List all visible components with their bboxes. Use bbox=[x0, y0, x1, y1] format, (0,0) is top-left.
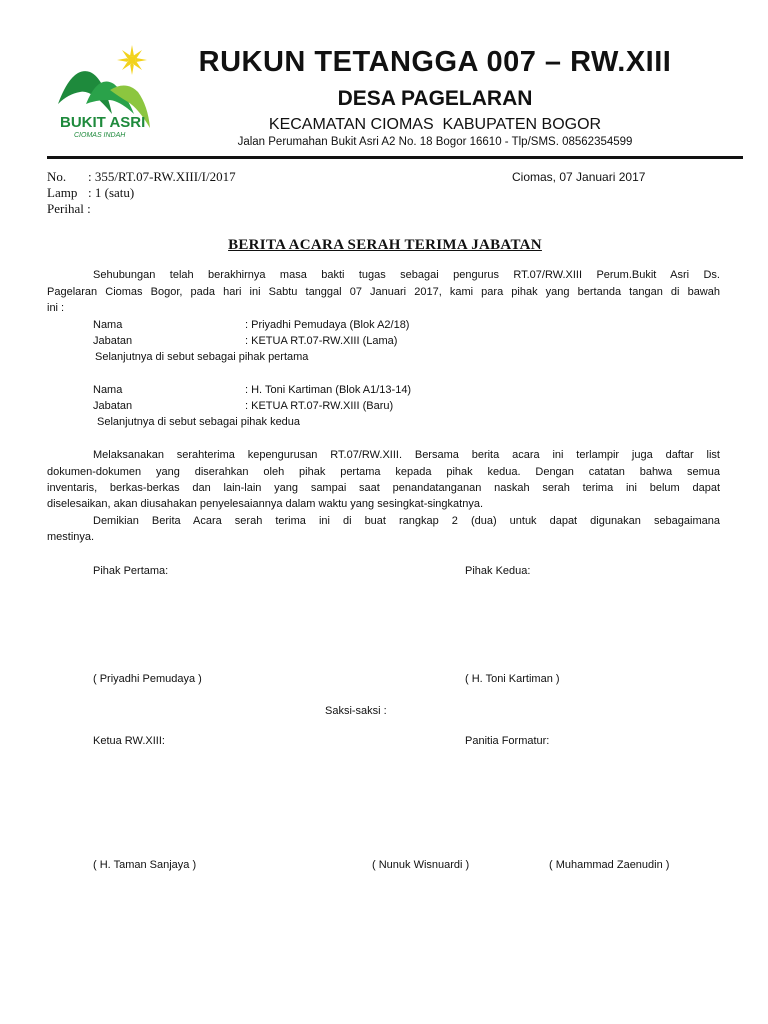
second-party-label: Pihak Kedua: bbox=[465, 565, 531, 577]
letterhead-title: RUKUN TETANGGA 007 – RW.XIII bbox=[198, 46, 672, 78]
party2-jabatan-value: : KETUA RT.07-RW.XIII (Baru) bbox=[245, 400, 394, 412]
lamp-label: Lamp bbox=[47, 185, 78, 200]
body-line: dokumen-dokumen yang diserahkan oleh pihak pertama kepada pihak kedua. Dengan catatan bahwa semua bbox=[47, 466, 720, 478]
logo-subtext: CIOMAS INDAH bbox=[74, 132, 126, 139]
second-party-name: ( H. Toni Kartiman ) bbox=[465, 673, 560, 685]
letterhead-divider bbox=[47, 156, 743, 159]
body-line: Demikian Berita Acara serah terima ini di buat rangkap 2 (dua) untuk dapat digunakan sebagaimana bbox=[93, 515, 720, 527]
intro-line: ini : bbox=[47, 302, 65, 314]
party2-nama-label: Nama bbox=[93, 384, 123, 396]
letterhead-district: KECAMATAN CIOMAS KABUPATEN BOGOR bbox=[268, 116, 602, 133]
body-line: diselesaikan, akan diusahakan penyelesaiannya dalam waktu yang sesingkat-singkatnya. bbox=[47, 498, 483, 510]
party1-jabatan-value: : KETUA RT.07-RW.XIII (Lama) bbox=[245, 335, 398, 347]
perihal-label: Perihal : bbox=[47, 201, 91, 216]
party2-nama-value: : H. Toni Kartiman (Blok A1/13-14) bbox=[245, 384, 412, 396]
party1-nama-value: : Priyadhi Pemudaya (Blok A2/18) bbox=[245, 319, 410, 331]
party1-note: Selanjutnya di sebut sebagai pihak pertama bbox=[95, 351, 309, 363]
place-date: Ciomas, 07 Januari 2017 bbox=[512, 170, 646, 184]
rw-chair-name: ( H. Taman Sanjaya ) bbox=[93, 859, 197, 871]
document-title: BERITA ACARA SERAH TERIMA JABATAN bbox=[228, 237, 542, 253]
no-label: No. bbox=[47, 169, 67, 184]
party2-note: Selanjutnya di sebut sebagai pihak kedua bbox=[97, 416, 301, 428]
witness-label: Saksi-saksi : bbox=[325, 705, 387, 717]
party1-nama-label: Nama bbox=[93, 319, 123, 331]
rw-chair-label: Ketua RW.XIII: bbox=[93, 735, 165, 747]
intro-line: Sehubungan telah berakhirnya masa bakti tugas sebagai pengurus RT.07/RW.XIII Perum.Bukit Asri Ds. bbox=[93, 269, 720, 281]
letterhead-village: DESA PAGELARAN bbox=[337, 87, 533, 110]
body-line: inventaris, berkas-berkas dan lain-lain yang sampai saat penandatanganan naskah serah terima ini belum dapat bbox=[47, 482, 720, 494]
party2-jabatan-label: Jabatan bbox=[93, 400, 133, 412]
logo bbox=[52, 44, 162, 149]
lamp-value: : 1 (satu) bbox=[88, 185, 135, 200]
letterhead-address: Jalan Perumahan Bukit Asri A2 No. 18 Bogor 16610 - Tlp/SMS. 08562354599 bbox=[237, 136, 633, 148]
party1-jabatan-label: Jabatan bbox=[93, 335, 133, 347]
first-party-name: ( Priyadhi Pemudaya ) bbox=[93, 673, 202, 685]
committee-name-2: ( Muhammad Zaenudin ) bbox=[549, 859, 670, 871]
no-value: : 355/RT.07-RW.XIII/I/2017 bbox=[88, 169, 236, 184]
committee-name-1: ( Nunuk Wisnuardi ) bbox=[372, 859, 470, 871]
body-line: Melaksanakan serahterima kepengurusan RT.07/RW.XIII. Bersama berita acara ini terlampir juga daftar list bbox=[93, 449, 720, 461]
body-line: mestinya. bbox=[47, 531, 95, 543]
intro-line: Pagelaran Ciomas Bogor, pada hari ini Sabtu tanggal 07 Januari 2017, kami para pihak yang bertanda tangan di bawah bbox=[47, 286, 720, 298]
logo-text: BUKIT ASRI bbox=[60, 114, 146, 131]
first-party-label: Pihak Pertama: bbox=[93, 565, 169, 577]
committee-label: Panitia Formatur: bbox=[465, 735, 550, 747]
